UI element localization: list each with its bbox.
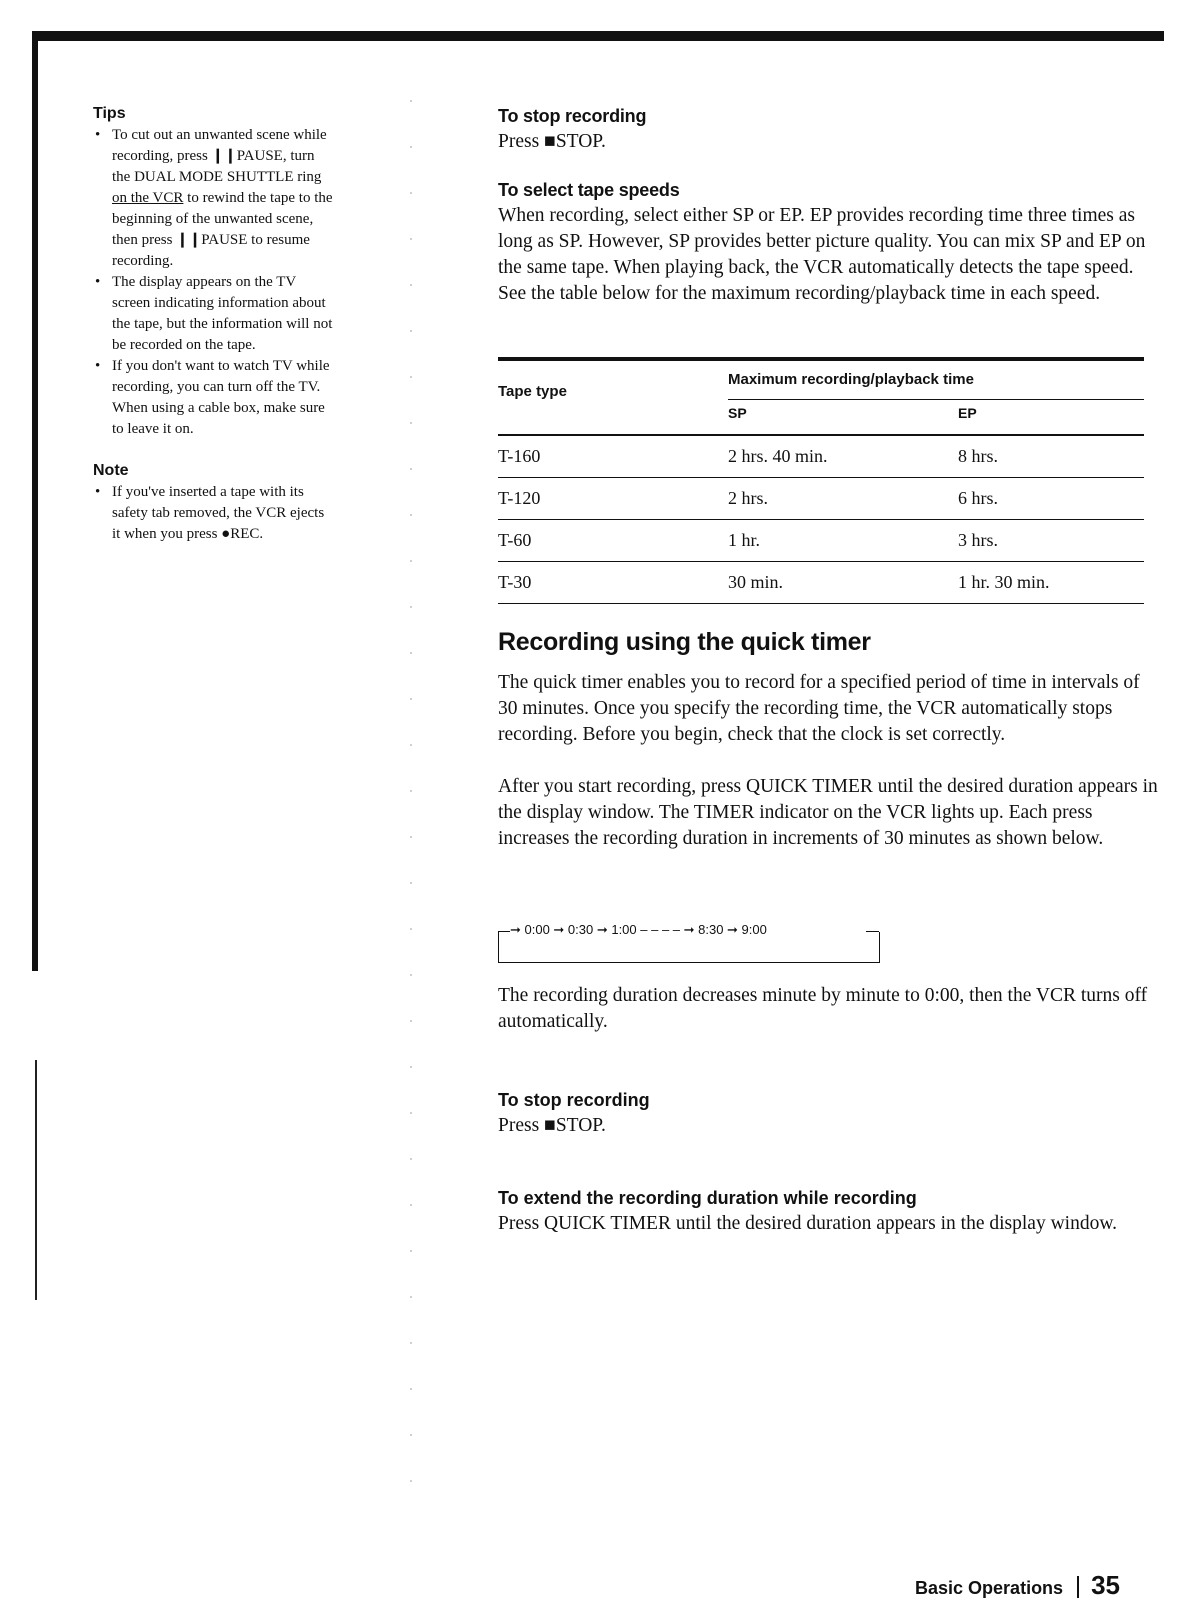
quick-timer-intro: The quick timer enables you to record for a specified period of time in intervals of 30 minutes. Once you specify the recording time, the VCR automatically stops recording. Before you begin, check that the clock is set correctly. <box>498 672 1140 745</box>
tape-speeds-section <box>498 177 1148 307</box>
column-divider-dots <box>410 100 412 1500</box>
sidebar-notes <box>93 103 333 545</box>
note-heading: Note <box>93 462 129 479</box>
main-column <box>498 103 1148 329</box>
stop-recording-heading-2: To stop recording <box>498 1090 650 1110</box>
tip-item: • The display appears on the TV screen indicating information about the tape, but the information will not be recorded on the tape. <box>93 272 333 356</box>
quick-timer-outro: The recording duration decreases minute by minute to 0:00, then the VCR turns off automatically. <box>498 985 1148 1032</box>
tape-speeds-text: When recording, select either SP or EP. EP provides recording time three times as long as SP. However, SP provides better picture quality. You can mix SP and EP on the same tape. When playing back, the VCR automatically detects the tape speed. See the table below for the maximum recording/playback time in each speed. <box>498 205 1146 304</box>
timer-sequence-diagram <box>498 922 883 967</box>
col-max-time: Maximum recording/playback time <box>728 371 974 388</box>
left-edge-bar <box>32 31 38 971</box>
loop-line-top-right <box>866 931 879 932</box>
tips-list <box>93 125 333 440</box>
table-row: T-120 2 hrs. 6 hrs. <box>498 478 1144 520</box>
table-row: T-160 2 hrs. 40 min. 8 hrs. <box>498 436 1144 478</box>
loop-line-top-left <box>498 931 510 932</box>
extend-heading: To extend the recording duration while recording <box>498 1188 917 1208</box>
tape-speeds-heading: To select tape speeds <box>498 180 680 200</box>
stop-recording-text-2: Press ■STOP. <box>498 1115 606 1136</box>
tip-item: • To cut out an unwanted scene while recording, press ❙❙PAUSE, turn the DUAL MODE SHUTTLE ring on the VCR to rewind the tape to the beginning of the unwanted scene, then press ❙❙PAUSE to resume recording. <box>93 125 333 272</box>
quick-timer-title: Recording using the quick timer <box>498 628 871 656</box>
footer-section-name: Basic Operations <box>915 1578 1064 1598</box>
left-edge-line <box>35 1060 37 1300</box>
col-sp: SP <box>728 405 747 421</box>
recording-time-table <box>498 357 1144 604</box>
tips-heading: Tips <box>93 105 126 122</box>
stop-recording-section <box>498 103 1148 155</box>
top-rule <box>32 31 1164 41</box>
timer-sequence: ➞ 0:00 ➞ 0:30 ➞ 1:00 – – – – ➞ 8:30 ➞ 9:00 <box>510 922 767 937</box>
quick-timer-steps: After you start recording, press QUICK TIMER until the desired duration appears in the display window. The TIMER indicator on the VCR lights up. Each press increases the recording duration in increments of 30 minutes as shown below. <box>498 776 1158 849</box>
extend-text: Press QUICK TIMER until the desired duration appears in the display window. <box>498 1213 1118 1234</box>
table-row: T-30 30 min. 1 hr. 30 min. <box>498 562 1144 604</box>
page-footer <box>915 1570 1120 1601</box>
note-item: • If you've inserted a tape with its safety tab removed, the VCR ejects it when you press ●REC. <box>93 482 333 545</box>
col-tape-type: Tape type <box>498 383 567 400</box>
quick-timer-body <box>498 670 1158 852</box>
footer-divider <box>1077 1576 1079 1598</box>
table-header <box>498 361 1144 436</box>
stop-recording-text: Press ■STOP. <box>498 131 606 152</box>
main-column-lower <box>498 983 1148 1237</box>
table-row: T-60 1 hr. 3 hrs. <box>498 520 1144 562</box>
header-subrule <box>728 399 1144 400</box>
page-number: 35 <box>1091 1570 1120 1600</box>
col-ep: EP <box>958 405 977 421</box>
tip-item: • If you don't want to watch TV while recording, you can turn off the TV. When using a cable box, make sure to leave it on. <box>93 356 333 440</box>
note-list <box>93 482 333 545</box>
stop-recording-heading: To stop recording <box>498 106 647 126</box>
